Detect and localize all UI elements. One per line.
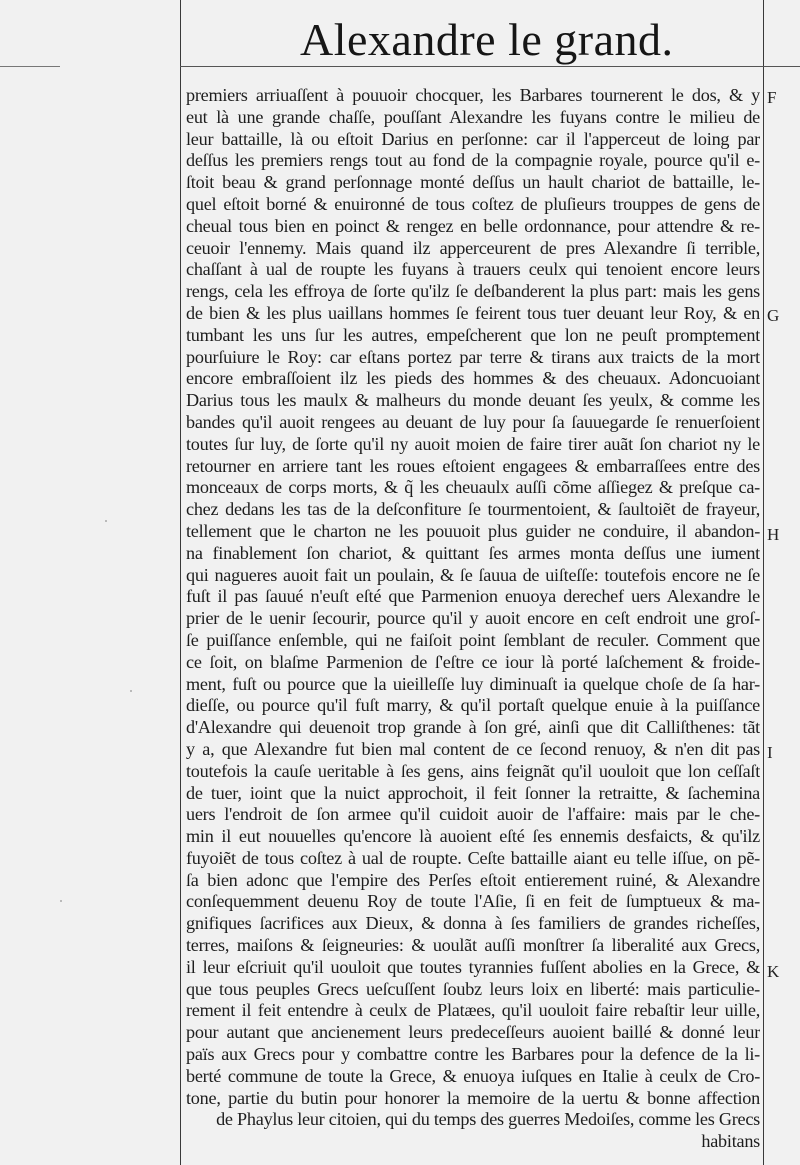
text-line: gnifiques ſacrifices aux Dieux, & donna à ſes familiers de grandes richeſſes, [186,913,760,934]
text-line: tone, partie du butin pour honorer la memoire de la uertu & bonne affection [186,1087,760,1108]
margin-letter-i: I [767,743,773,762]
text-line: rengs, cela les effroya de ſorte qu'ilz ſe deſbanderent la plus part: mais les gens [186,281,760,302]
text-line: retourner en arriere tant les roues eſtoient engagees & embarraſſees entre des [186,455,760,476]
paper-speck [60,900,62,902]
text-line: berté commune de toute la Grece, & enuoya iuſques en Italie à ceulx de Cro- [186,1065,760,1086]
text-line: ceuoir l'ennemy. Mais quand ilz apperceurent de pres Alexandre ſi terrible, [186,237,760,258]
text-line: qui nagueres auoit fait un poulain, & ſe ſauua de uiſteſſe: toutefois encore ne ſe [186,564,760,585]
text-line: ſe puiſſance enſemble, qui ne faiſoit point ſemblant de reculer. Comment que [186,629,760,650]
text-line: chaſſant à ual de roupte les fuyans à trauers ceulx qui tenoient encore leurs [186,259,760,280]
margin-letter-g: G [767,306,780,325]
text-line: encore embraſſoient ilz les pieds des hommes & des cheuaux. Adoncuoiant [186,368,760,389]
left-stub-rule [0,66,60,67]
text-line: toutefois la cauſe ueritable à ſes gens, ains feignãt qu'il uouloit que lon ceſſaſt [186,760,760,781]
text-line: toutes ſur luy, de ſorte qu'il ny auoit moien de faire tirer auãt ſon chariot ny le [186,433,760,454]
text-line: min il eut nouuelles qu'encore là auoient eſté ſes ennemis desfaicts, & qu'ilz [186,826,760,847]
text-line: ment, fuſt ou pource que la uieilleſſe luy diminuaſt ia quelque choſe de ſa har- [186,673,760,694]
text-line: Darius tous les maulx & malheurs du monde deuant ſes yeulx, & comme les [186,390,760,411]
text-line: monceaux de corps morts, & q̃ les cheuaulx auſſi cõme aſſiegez & preſque ca- [186,477,760,498]
body-text [186,85,760,1153]
text-line: y a, que Alexandre fut bien mal content de ce ſecond renuoy, & n'en dit pas [186,738,760,759]
running-head: Alexandre le grand. [300,14,674,65]
left-rule [180,0,181,1165]
text-line: il leur eſcriuit qu'il uouloit que toutes tyrannies fuſſent abolies en la Grece, & [186,956,760,977]
text-line: premiers arriuaſſent à pouuoir chocquer, les Barbares tournerent le dos, & y [186,85,760,105]
text-line: prier de le uenir ſecourir, pource qu'il y auoit encore en ceſt endroit une groſ- [186,608,760,629]
text-line: tumbant les uns ſur les autres, empeſcherent que lon ne peuſt promptement [186,324,760,345]
paper-speck [130,690,132,692]
text-line: tellement que le charton ne les pouuoit plus guider ne conduire, il abandon- [186,520,760,541]
text-line: bandes qu'il auoit rengees au deuant de luy pour ſa ſauuegarde ſe renuerſoient [186,411,760,432]
text-line: ſa bien adonc que l'empire des Perſes eſtoit entierement ruiné, & Alexandre [186,869,760,890]
text-line: na finablement ſon chariot, & quittant ſes armes monta deſſus une iument [186,542,760,563]
text-line: leur battaille, là ou eſtoit Darius en perſonne: car il l'apperceut de loing par [186,128,760,149]
text-line: terres, maiſons & ſeigneuries: & uoulãt auſſi monſtrer ſa liberalité aux Grecs, [186,935,760,956]
text-line: ſtoit beau & grand perſonnage monté deſſus un hault chariot de battaille, le- [186,172,760,193]
text-line: fuſt il pas ſauué n'euſt eſté que Parmenion enuoya derechef uers Alexandre le [186,586,760,607]
text-line: d'Alexandre qui deuenoit trop grande à ſon gré, ainſi que dit Calliſthenes: tãt [186,717,760,738]
text-line: de bien & les plus uaillans hommes ſe feirent tous tuer deuant leur Roy, & en [186,302,760,323]
text-line: pourſuiure le Roy: car eſtans portez par terre & tirans aux traicts de la mort [186,346,760,367]
text-line: quel eſtoit borné & enuironné de tous coſtez de pluſieurs trouppes de gens de [186,193,760,214]
text-line: rement il feit entendre à ceulx de Platæes, qu'il uouloit faire rebaſtir leur uille, [186,1000,760,1021]
margin-letter-f: F [767,88,777,107]
margin-letter-h: H [767,525,780,544]
catchword: habitans [701,1131,760,1152]
text-line: fuyoiẽt de tous coſtez à ual de roupte. Ceſte battaille aiant eu telle iſſue, on pẽ- [186,847,760,868]
header-rule [180,66,800,67]
right-rule [763,0,764,1165]
paper-speck [105,520,107,522]
margin-letter-k: K [767,962,780,981]
text-line: ce ſoit, on blaſme Parmenion de ſ'eſtre ce iour là porté laſchement & froide- [186,651,760,672]
text-line: païs aux Grecs pour y combattre contre les Barbares pour la defence de la li- [186,1044,760,1065]
text-line: eut là une grande chaſſe, pouſſant Alexandre les fuyans contre le milieu de [186,106,760,127]
text-line: cheual tous bien en poinct & rengez en belle ordonnance, pour attendre & re- [186,215,760,236]
text-line: pour autant que ancienement leurs predeceſſeurs auoient baillé & donné leur [186,1022,760,1043]
text-line: conſequemment deuenu Roy de toute l'Aſie, ſi en feit de ſumptueux & ma- [186,891,760,912]
text-line: que tous peuples Grecs ueſcuſſent ſoubz leurs loix en liberté: mais particulie- [186,978,760,999]
text-line: chez dedans les tas de la deſconfiture ſe tourmentoient, & ſaultoiẽt de frayeur, [186,499,760,520]
text-line: de Phaylus leur citoien, qui du temps des guerres Medoiſes, comme les Grecs [216,1109,760,1130]
text-line: de tuer, ioint que la nuict approchoit, il feit ſonner la retraitte, & ſachemina [186,782,760,803]
text-line: uers l'endroit de ſon armee qu'il cuidoit auoir de l'affaire: mais par le che- [186,804,760,825]
text-line: dieſſe, ou pource qu'il fuſt marry, & qu'il portaſt quelque enuie à la puiſſance [186,695,760,716]
text-line: deſſus les premiers rengs tout au fond de la compagnie royale, pource qu'il e- [186,150,760,171]
